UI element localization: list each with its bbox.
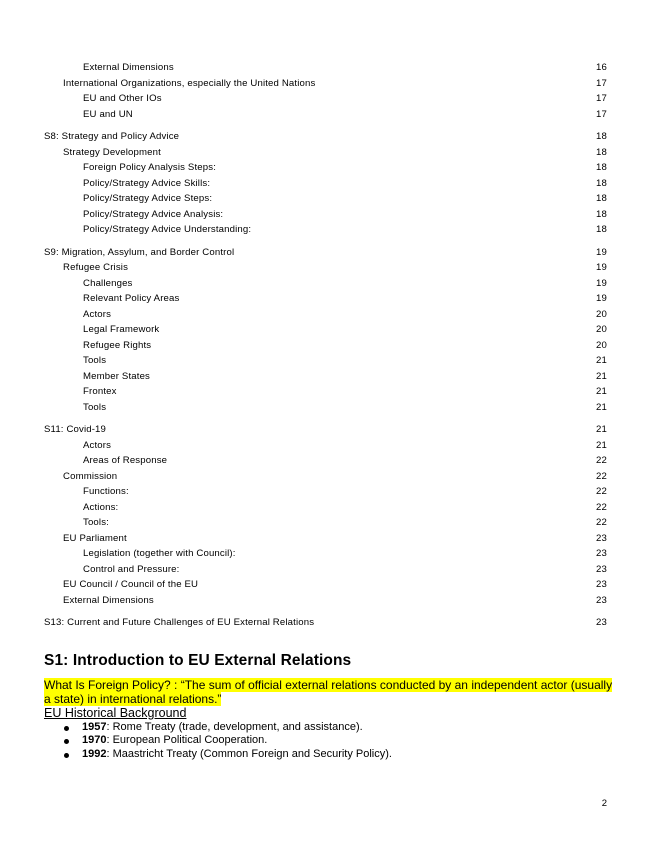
list-item bbox=[44, 721, 614, 735]
toc-entry-label: S13: Current and Future Challenges of EU External Relations bbox=[44, 617, 315, 628]
bullet-year: 1992 bbox=[82, 747, 107, 760]
toc-entry-label: S11: Covid-19 bbox=[44, 424, 107, 435]
toc-entry[interactable] bbox=[44, 322, 607, 338]
toc-entry-label: Actors bbox=[83, 308, 112, 320]
toc-entry-label: Frontex bbox=[83, 386, 117, 397]
toc-entry[interactable] bbox=[44, 60, 607, 76]
toc-entry-page: 19 bbox=[596, 262, 607, 273]
toc-entry-page: 23 bbox=[596, 579, 607, 590]
toc-entry-page: 21 bbox=[596, 401, 607, 413]
bullet-text: : European Political Cooperation. bbox=[106, 734, 268, 746]
toc-entry-label: S8: Strategy and Policy Advice bbox=[44, 131, 180, 142]
toc-entry-label: Tools bbox=[83, 401, 107, 413]
toc-entry[interactable] bbox=[44, 176, 607, 192]
toc-entry[interactable] bbox=[44, 438, 607, 454]
toc-entry-label: Policy/Strategy Advice Understanding: bbox=[83, 224, 252, 235]
toc-entry-page: 16 bbox=[596, 62, 607, 73]
toc-entry[interactable] bbox=[44, 222, 607, 238]
subheading-historical-background: EU Historical Background bbox=[44, 706, 187, 720]
toc-entry[interactable] bbox=[44, 531, 607, 547]
history-bullet-list bbox=[44, 721, 614, 762]
toc-entry-page: 23 bbox=[596, 548, 607, 559]
toc-entry-label: Policy/Strategy Advice Skills: bbox=[83, 177, 211, 189]
table-of-contents bbox=[44, 60, 607, 631]
toc-entry[interactable] bbox=[44, 160, 607, 176]
toc-entry-label: External Dimensions bbox=[63, 594, 154, 606]
toc-entry[interactable] bbox=[44, 191, 607, 207]
toc-entry-page: 18 bbox=[596, 224, 607, 235]
toc-entry-label: Functions: bbox=[83, 486, 129, 497]
toc-entry-label: EU and UN bbox=[83, 108, 133, 120]
bullet-year: 1970 bbox=[82, 734, 107, 746]
toc-entry-label: Relevant Policy Areas bbox=[83, 293, 180, 304]
toc-entry-label: Refugee Crisis bbox=[63, 262, 129, 273]
toc-entry-page: 18 bbox=[596, 146, 607, 158]
toc-entry[interactable] bbox=[44, 593, 607, 609]
bullet-text: : Rome Treaty (trade, development, and assistance). bbox=[106, 720, 363, 733]
toc-entry-page: 18 bbox=[596, 131, 607, 142]
bullet-text: : Maastricht Treaty (Common Foreign and Security Policy). bbox=[106, 747, 392, 760]
toc-entry[interactable] bbox=[44, 577, 607, 593]
toc-entry[interactable] bbox=[44, 291, 607, 307]
toc-entry-label: EU Parliament bbox=[63, 532, 127, 544]
toc-entry-page: 17 bbox=[596, 93, 607, 104]
toc-entry-label: EU and Other IOs bbox=[83, 93, 162, 104]
toc-entry-label: Actions: bbox=[83, 501, 119, 513]
section-body bbox=[44, 679, 614, 761]
toc-entry[interactable] bbox=[44, 129, 607, 145]
toc-entry[interactable] bbox=[44, 76, 607, 92]
toc-entry[interactable] bbox=[44, 422, 607, 438]
toc-entry-page: 23 bbox=[596, 532, 607, 544]
bullet-icon bbox=[64, 726, 69, 731]
toc-entry-page: 18 bbox=[596, 208, 607, 220]
toc-entry[interactable] bbox=[44, 107, 607, 123]
toc-entry[interactable] bbox=[44, 145, 607, 161]
toc-entry-label: S9: Migration, Assylum, and Border Control bbox=[44, 246, 235, 258]
toc-entry-label: EU Council / Council of the EU bbox=[63, 579, 199, 590]
toc-entry-label: Control and Pressure: bbox=[83, 563, 180, 575]
toc-entry-page: 20 bbox=[596, 308, 607, 320]
toc-entry[interactable] bbox=[44, 91, 607, 107]
page-number: 2 bbox=[601, 798, 607, 809]
toc-entry-page: 17 bbox=[596, 108, 607, 120]
toc-entry[interactable] bbox=[44, 338, 607, 354]
list-item bbox=[44, 748, 614, 762]
toc-entry-page: 17 bbox=[596, 77, 607, 89]
toc-entry-label: External Dimensions bbox=[83, 62, 174, 73]
toc-entry-page: 19 bbox=[596, 293, 607, 304]
toc-entry-page: 18 bbox=[596, 193, 607, 204]
toc-entry[interactable] bbox=[44, 546, 607, 562]
toc-entry-page: 22 bbox=[596, 517, 607, 528]
toc-entry-page: 23 bbox=[596, 594, 607, 606]
toc-entry-page: 19 bbox=[596, 246, 607, 258]
toc-entry[interactable] bbox=[44, 615, 607, 631]
toc-entry-page: 21 bbox=[596, 370, 607, 382]
foreign-policy-definition: What Is Foreign Policy? : “The sum of official external relations conducted by an independent actor (usually a state) in international relations.” bbox=[44, 678, 613, 706]
toc-entry-page: 22 bbox=[596, 486, 607, 497]
bullet-icon bbox=[64, 739, 69, 744]
toc-entry-label: Policy/Strategy Advice Steps: bbox=[83, 193, 213, 204]
toc-entry-page: 18 bbox=[596, 162, 607, 173]
toc-entry-label: Legal Framework bbox=[83, 324, 160, 335]
toc-entry-page: 22 bbox=[596, 455, 607, 466]
toc-entry-page: 18 bbox=[596, 177, 607, 189]
toc-entry[interactable] bbox=[44, 353, 607, 369]
toc-entry-page: 22 bbox=[596, 470, 607, 482]
toc-entry[interactable] bbox=[44, 384, 607, 400]
toc-entry-page: 22 bbox=[596, 501, 607, 513]
section-heading: S1: Introduction to EU External Relations bbox=[44, 652, 352, 669]
toc-entry-label: Tools: bbox=[83, 517, 109, 528]
toc-entry[interactable] bbox=[44, 469, 607, 485]
toc-entry[interactable] bbox=[44, 562, 607, 578]
toc-entry[interactable] bbox=[44, 515, 607, 531]
toc-entry-label: Member States bbox=[83, 370, 150, 382]
toc-entry-page: 21 bbox=[596, 439, 607, 451]
toc-entry-label: Legislation (together with Council): bbox=[83, 548, 236, 559]
toc-entry-page: 21 bbox=[596, 386, 607, 397]
toc-entry[interactable] bbox=[44, 260, 607, 276]
toc-entry-label: Foreign Policy Analysis Steps: bbox=[83, 162, 217, 173]
toc-entry-label: Tools bbox=[83, 355, 107, 366]
toc-entry-label: Policy/Strategy Advice Analysis: bbox=[83, 208, 224, 220]
bullet-year: 1957 bbox=[82, 720, 107, 733]
toc-entry-label: Challenges bbox=[83, 277, 133, 289]
toc-entry-page: 20 bbox=[596, 339, 607, 351]
toc-entry-page: 20 bbox=[596, 324, 607, 335]
toc-entry[interactable] bbox=[44, 245, 607, 261]
toc-entry-page: 23 bbox=[596, 563, 607, 575]
toc-entry-label: Refugee Rights bbox=[83, 339, 152, 351]
toc-entry[interactable] bbox=[44, 207, 607, 223]
toc-entry-page: 23 bbox=[596, 617, 607, 628]
list-item bbox=[44, 734, 614, 748]
bullet-icon bbox=[64, 753, 69, 758]
toc-entry-page: 21 bbox=[596, 424, 607, 435]
toc-entry[interactable] bbox=[44, 500, 607, 516]
toc-entry-label: Strategy Development bbox=[63, 146, 161, 158]
toc-entry-label: Areas of Response bbox=[83, 455, 168, 466]
toc-entry-label: Actors bbox=[83, 439, 112, 451]
toc-entry-label: Commission bbox=[63, 470, 118, 482]
toc-entry[interactable] bbox=[44, 453, 607, 469]
toc-entry-page: 21 bbox=[596, 355, 607, 366]
toc-entry[interactable] bbox=[44, 400, 607, 416]
toc-entry[interactable] bbox=[44, 484, 607, 500]
toc-entry[interactable] bbox=[44, 307, 607, 323]
toc-entry-label: International Organizations, especially the United Nations bbox=[63, 77, 316, 89]
toc-entry[interactable] bbox=[44, 369, 607, 385]
toc-entry-page: 19 bbox=[596, 277, 607, 289]
toc-entry[interactable] bbox=[44, 276, 607, 292]
